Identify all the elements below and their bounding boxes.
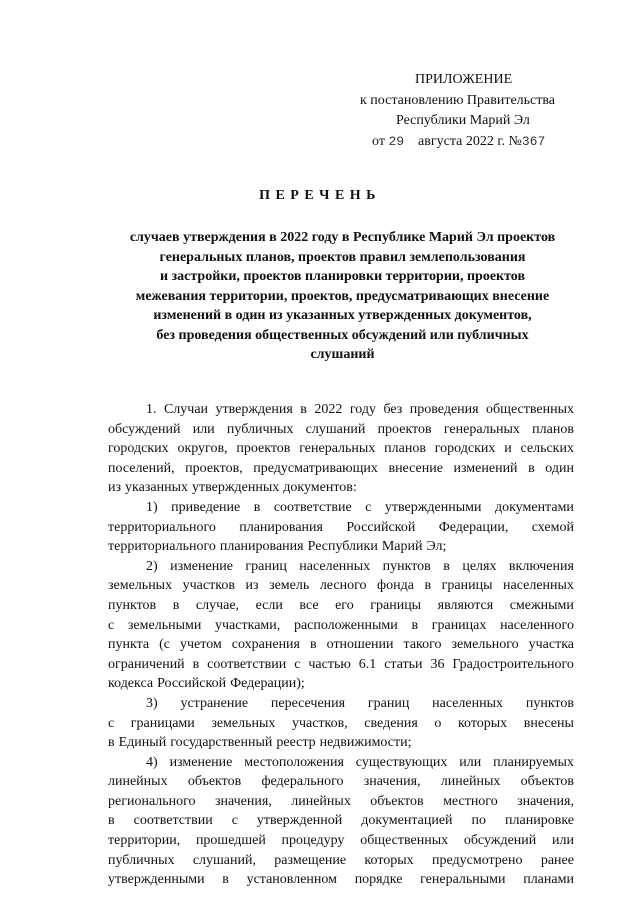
body-line: с границами земельных участков, сведения о которых внесены bbox=[108, 715, 574, 731]
document-heading: ПЕРЕЧЕНЬ bbox=[259, 188, 381, 203]
body-line: пункта (с учетом сохранения в отношении такого земельного участка bbox=[108, 637, 574, 653]
appendix-date-number: 367 bbox=[521, 133, 546, 149]
body-line: 4) изменение местоположения существующих или планируемых bbox=[146, 754, 574, 770]
appendix-title: ПРИЛОЖЕНИЕ bbox=[415, 72, 513, 87]
body-line: 1. Случаи утверждения в 2022 году без проведения общественных bbox=[146, 402, 574, 417]
subheading-line: без проведения общественных обсуждений или публичных bbox=[156, 327, 529, 343]
subheading-line: случаев утверждения в 2022 году в Республике Марий Эл проектов bbox=[129, 230, 556, 245]
body-line: утвержденными в установленном порядке генеральными планами bbox=[108, 872, 574, 888]
document-subheading bbox=[100, 228, 585, 365]
body-line: в Единый государственный реестр недвижимости; bbox=[108, 735, 412, 751]
body-line: земельных участков из земель лесного фонда в границы населенных bbox=[108, 578, 574, 594]
body-line: из указанных утвержденных документов: bbox=[108, 480, 357, 496]
appendix-date-prefix: от bbox=[372, 133, 385, 149]
appendix-block bbox=[360, 70, 580, 152]
body-line: обсуждений или публичных слушаний проектов генеральных планов bbox=[108, 421, 574, 437]
appendix-line-republic: Республики Марий Эл bbox=[396, 113, 530, 128]
body-line: городских округов, проектов генеральных планов городских и сельских bbox=[108, 441, 574, 457]
subheading-line: генеральных планов, проектов правил землепользования bbox=[159, 249, 526, 265]
body-line: 1) приведение в соответствие с утвержденными документами bbox=[146, 499, 574, 515]
body-line: территориального планирования Республики Марий Эл; bbox=[108, 539, 447, 555]
appendix-line-resolution: к постановлению Правительства bbox=[360, 92, 556, 108]
body-line: пунктов в случае, если все его границы являются смежными bbox=[108, 597, 574, 613]
appendix-date-mid: августа 2022 г. № bbox=[418, 133, 522, 149]
subheading-line: межевания территории, проектов, предусматривающих внесение bbox=[135, 288, 550, 304]
body-line: территориального планирования Российской Федерации, схемой bbox=[108, 519, 574, 535]
body-line: территории, прошедшей процедуру общественных обсуждений или bbox=[108, 833, 574, 849]
body-line: ограничений в соответствии с частью 6.1 статьи 36 Градостроительного bbox=[108, 656, 574, 672]
document-body bbox=[108, 400, 574, 890]
subheading-line: и застройки, проектов планировки территории, проектов bbox=[159, 269, 526, 284]
appendix-date-day: 29 bbox=[388, 133, 405, 149]
body-line: 3) устранение пересечения границ населенных пунктов bbox=[146, 695, 574, 711]
body-line: публичных слушаний, размещение которых предусмотрено ранее bbox=[108, 852, 574, 868]
subheading-line: слушаний bbox=[310, 347, 375, 362]
body-line: в соответствии с утвержденной документацией по планировке bbox=[108, 813, 574, 829]
subheading-line: изменений в один из указанных утвержденных документов, bbox=[153, 308, 532, 323]
body-line: 2) изменение границ населенных пунктов в целях включения bbox=[146, 558, 574, 574]
body-line: регионального значения, линейных объектов местного значения, bbox=[108, 793, 574, 809]
body-line: поселений, проектов, предусматривающих внесение изменений в один bbox=[108, 460, 574, 476]
body-line: кодекса Российской Федерации); bbox=[108, 676, 305, 692]
body-line: с земельными участками, расположенными в границах населенного bbox=[108, 617, 574, 633]
body-line: линейных объектов федерального значения, линейных объектов bbox=[108, 774, 574, 790]
appendix-date-line bbox=[360, 132, 580, 153]
